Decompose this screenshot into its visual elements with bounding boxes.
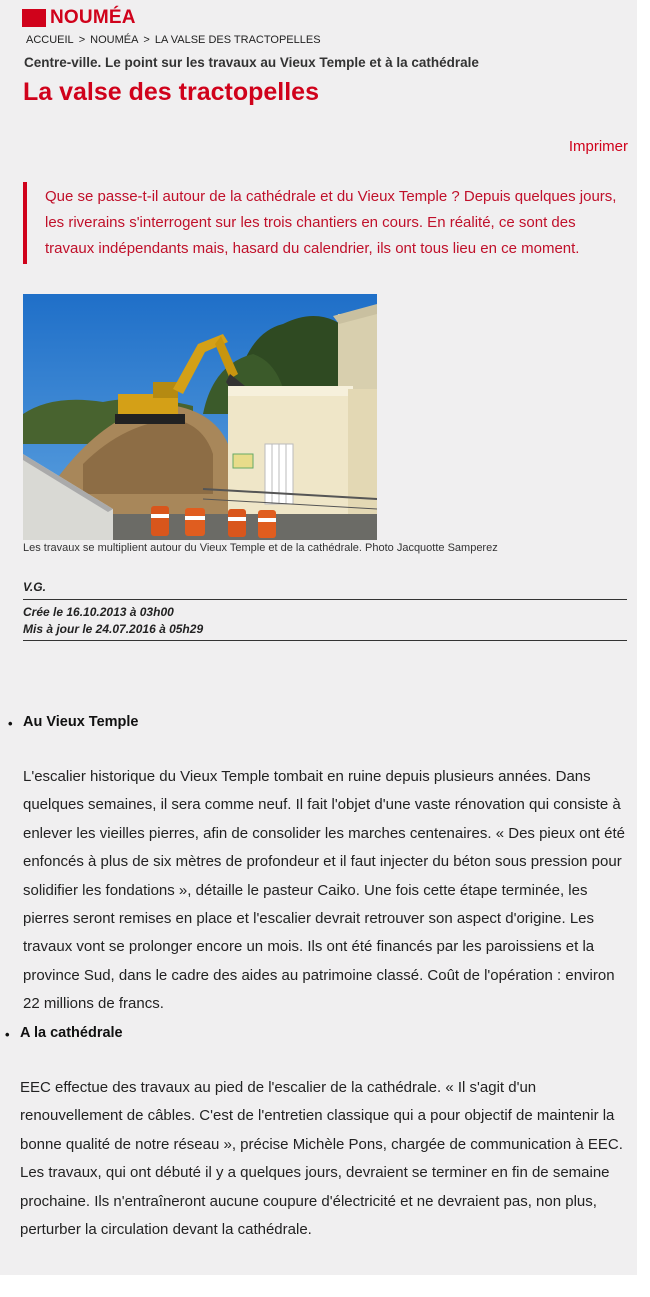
- section-header[interactable]: [22, 7, 136, 29]
- article-kicker: Centre-ville. Le point sur les travaux au Vieux Temple et à la cathédrale: [24, 55, 479, 70]
- construction-photo-illustration: [23, 294, 377, 540]
- article-photo[interactable]: [23, 294, 377, 540]
- meta-divider-top: [23, 599, 627, 600]
- section-paragraph-cathedrale: EEC effectue des travaux au pied de l'escalier de la cathédrale. « Il s'agit d'un renouvellement de câbles. C'est de l'entretien classique qui a pour objectif de maintenir la bonne qualité de notre réseau », précise Michèle Pons, chargée de communication à EEC. Les travaux, qui ont débuté il y a quelques jours, devraient se terminer en fin de semaine prochaine. Ils n'entraîneront aucune coupure d'électricité et ne devraient pas, non plus, perturber la circulation devant la cathédrale.: [20, 1079, 623, 1239]
- breadcrumb: [26, 34, 321, 46]
- breadcrumb-separator: >: [78, 34, 86, 46]
- breadcrumb-section[interactable]: NOUMÉA: [90, 34, 139, 46]
- article-author: V.G.: [23, 580, 46, 594]
- section-paragraph-vieux-temple: L'escalier historique du Vieux Temple tombait en ruine depuis plusieurs années. Dans quelques semaines, il sera comme neuf. Il fait l'objet d'une vaste rénovation qui consiste à enlever les vieilles pierres, afin de consolider les marches centenaires. « Des pieux ont été enfoncés à plus de six mètres de profondeur et il faut injecter du béton sous pression pour solidifier les fondations », détaille le pasteur Caiko. Une fois cette étape terminée, les pierres seront remises en place et l'escalier devrait retrouver son aspect d'origine. Les travaux vont se prolonger encore un mois. Ils ont été financés par les paroissiens et la province Sud, dans le cadre des aides au patrimoine classé. Coût de l'opération : environ 22 millions de francs.: [23, 768, 625, 1013]
- section-marker: [22, 9, 46, 27]
- bullet-icon: •: [8, 716, 13, 731]
- photo-caption: Les travaux se multiplient autour du Vieux Temple et de la cathédrale. Photo Jacquotte Samperez: [23, 542, 498, 554]
- section-heading-vieux-temple: [8, 714, 139, 731]
- article-lead: Que se passe-t-il autour de la cathédrale et du Vieux Temple ? Depuis quelques jours, les riverains s'interrogent sur les trois chantiers en cours. En réalité, ce sont des travaux indépendants mais, hasard du calendrier, ils ont tous lieu en ce moment.: [23, 182, 627, 264]
- breadcrumb-home[interactable]: ACCUEIL: [26, 34, 74, 46]
- meta-divider-bottom: [23, 640, 627, 641]
- section-heading-text: A la cathédrale: [20, 1025, 123, 1041]
- breadcrumb-current: LA VALSE DES TRACTOPELLES: [154, 34, 321, 46]
- updated-date: Mis à jour le 24.07.2016 à 05h29: [23, 622, 204, 636]
- section-heading-text: Au Vieux Temple: [23, 714, 139, 730]
- section-heading-cathedrale: [5, 1025, 123, 1042]
- section-name[interactable]: NOUMÉA: [50, 7, 136, 28]
- breadcrumb-separator: >: [143, 34, 150, 46]
- article-title: La valse des tractopelles: [23, 78, 319, 106]
- print-link[interactable]: Imprimer: [568, 138, 628, 155]
- bullet-icon: •: [5, 1027, 10, 1042]
- created-date: Crée le 16.10.2013 à 03h00: [23, 605, 174, 619]
